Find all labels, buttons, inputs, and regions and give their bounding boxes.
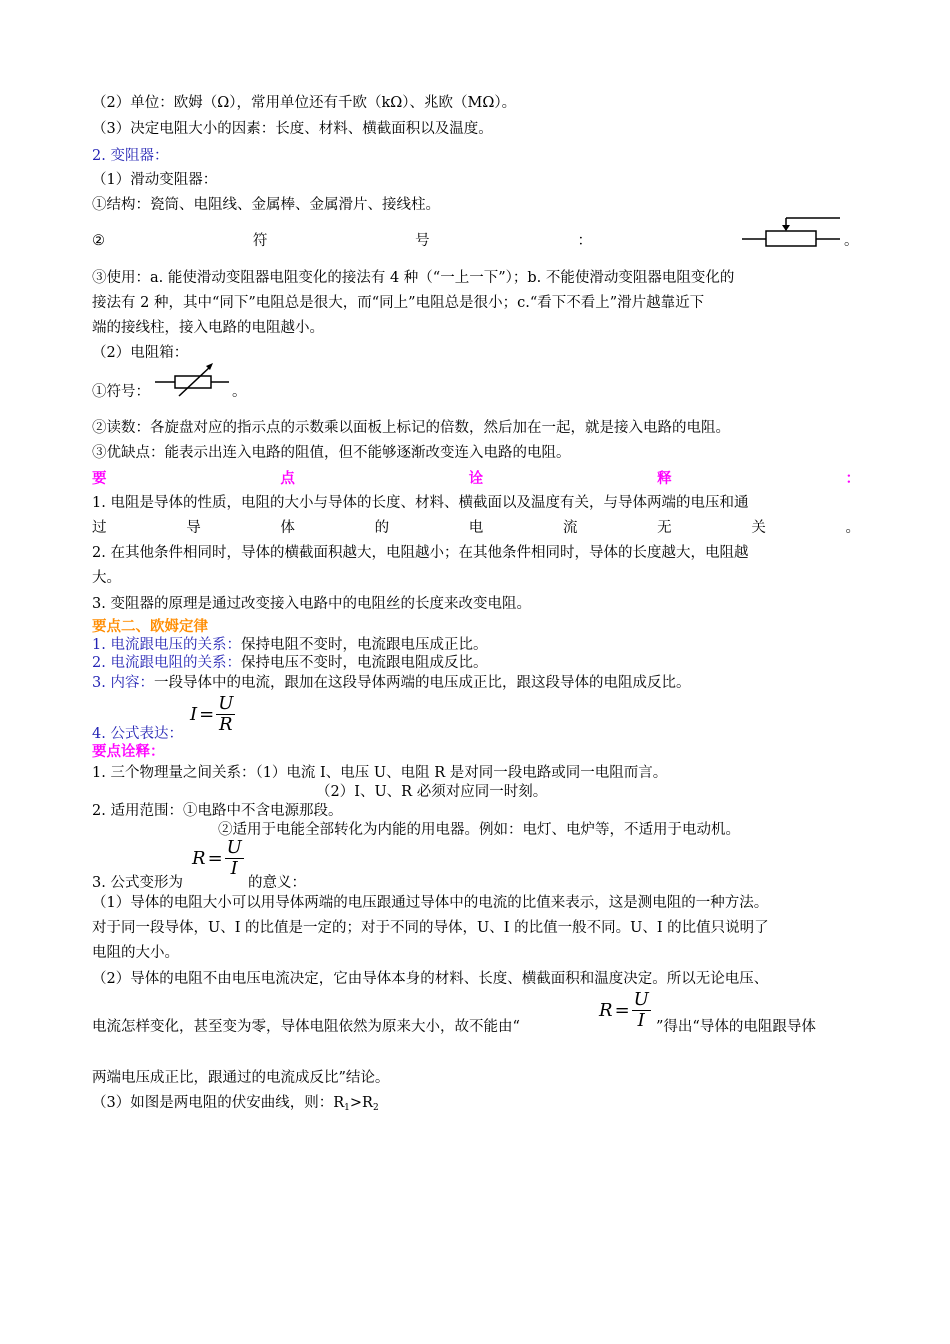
heading-char: 点 [280, 470, 295, 487]
word: 导 [186, 520, 201, 536]
formula-denominator: R [219, 714, 233, 735]
item-label: 3. 内容： [92, 675, 154, 691]
gt-r: >R [349, 1095, 373, 1111]
key-notes-heading [92, 469, 860, 489]
structure-line: ①结构：瓷筒、电阻线、金属棒、金属滑片、接线柱。 [92, 197, 440, 213]
subscript: 2 [372, 1103, 379, 1113]
formula-denominator: I [637, 1010, 645, 1031]
ohm-formula: I = $\frac{U}{R}$ [190, 693, 234, 735]
variant-formula: R = $\frac{U}{I}$ [192, 837, 242, 879]
item-text: 保持电压不变时，电流跟电阻成反比。 [240, 655, 488, 671]
formula-denominator: I [230, 858, 238, 879]
word: 关 [751, 520, 766, 536]
meaning-1-line-2: 对于同一段导体，U、I 的比值是一定的；对于不同的导体，U、I 的比值一般不同。U、I 的比值只说明了 [92, 920, 769, 936]
sliding-rheostat-symbol-icon [742, 215, 842, 249]
formula-lhs: R [192, 848, 206, 869]
box-symbol-end: 。 [232, 384, 247, 400]
box-reading-line: ②读数：各旋盘对应的指示点的示数乘以面板上标记的倍数，然后加在一起，就是接入电路的电阻。 [92, 420, 730, 436]
formula-numerator: U [633, 989, 649, 1010]
symbol-char: ② [92, 233, 105, 249]
factors-line: （3）决定电阻大小的因素：长度、材料、横截面积以及温度。 [92, 121, 493, 137]
word: 电 [468, 520, 484, 536]
word: 体 [280, 520, 295, 536]
word: 无 [657, 520, 672, 536]
heading-char: 诠 [468, 470, 484, 487]
subscript: 1 [344, 1103, 350, 1113]
note-2-line-2: 大。 [92, 570, 121, 586]
resistance-box-title: （2）电阻箱： [92, 345, 189, 361]
box-symbol-label: ①符号： [92, 384, 150, 400]
ohm-item-4-label: 4. 公式表达： [92, 726, 183, 742]
note-3: 3. 变阻器的原理是通过改变接入电路中的电阻丝的长度来改变电阻。 [92, 596, 531, 612]
unit-line: （2）单位：欧姆（Ω），常用单位还有千欧（kΩ）、兆欧（MΩ）。 [92, 95, 517, 111]
ohm-law-heading: 要点二、欧姆定律 [92, 618, 208, 635]
formula-lhs: R [599, 1000, 613, 1021]
heading-char: ： [845, 470, 860, 487]
rheostat-heading: 2. 变阻器： [92, 148, 169, 164]
meaning-2-line-3: 两端电压成正比，跟通过的电流成反比”结论。 [92, 1070, 390, 1086]
word: 。 [845, 520, 860, 536]
inline-formula: R = $\frac{U}{I}$ [599, 989, 649, 1031]
variant-prefix: 3. 公式变形为 [92, 875, 183, 891]
word: 流 [562, 520, 578, 536]
item-label: 2. 电流跟电阻的关系： [92, 655, 241, 671]
word: 过 [92, 520, 107, 536]
symbol-char: 号 [415, 233, 430, 249]
meaning-2-line-2a: 电流怎样变化，甚至变为零，导体电阻依然为原来大小，故不能由“ [92, 1019, 520, 1035]
ohm-item-2 [92, 653, 487, 673]
meaning-1-line-1: （1）导体的电阻大小可以用导体两端的电压跟通过导体中的电流的比值来表示，这是测电阻的一种方法。 [92, 895, 769, 911]
scope-line-2: ②适用于电能全部转化为内能的用电器。例如：电灯、电炉等，不适用于电动机。 [218, 822, 740, 838]
heading-char: 释 [657, 470, 672, 487]
scope-line-1: 2. 适用范围：①电路中不含电源那段。 [92, 803, 343, 819]
note-1-line-2 [92, 518, 860, 538]
word: 的 [374, 520, 390, 536]
meaning-2-line-2b: ”得出“导体的电阻跟导体 [656, 1019, 816, 1035]
ohm-item-3 [92, 673, 690, 693]
formula-numerator: U [218, 693, 234, 714]
note-1-line-1: 1. 电阻是导体的性质，电阻的大小与导体的长度、材料、横截面以及温度有关，与导体两端的电压和通 [92, 495, 749, 511]
box-pros-line: ③优缺点：能表示出连入电路的阻值，但不能够逐渐改变连入电路的电阻。 [92, 445, 571, 461]
item-label: 1. 电流跟电压的关系： [92, 637, 241, 653]
resistance-box-symbol-icon [155, 361, 231, 401]
formula-numerator: U [226, 837, 242, 858]
symbol-char: ： [577, 233, 592, 249]
symbol-line [92, 231, 592, 251]
item-text: 一段导体中的电流，跟加在这段导体两端的电压成正比，跟这段导体的电阻成反比。 [153, 675, 691, 691]
relation-line-2: （2）I、U、R 必须对应同一时刻。 [316, 784, 548, 800]
usage-line-1: ③使用：a. 能使滑动变阻器电阻变化的接法有 4 种（“一上一下”）；b. 不能使滑动变阻器电阻变化的 [92, 270, 735, 286]
variant-suffix: 的意义： [248, 875, 306, 891]
meaning-3-text: （3）如图是两电阻的伏安曲线，则：R [92, 1095, 345, 1111]
usage-line-2: 接法有 2 种，其中“同下”电阻总是很大，而“同上”电阻总是很小；c.“看下不看上”滑片越靠近下 [92, 295, 705, 311]
usage-line-3: 端的接线柱，接入电路的电阻越小。 [92, 320, 324, 336]
item-text: 保持电阻不变时，电流跟电压成正比。 [240, 637, 488, 653]
symbol-end: 。 [844, 233, 859, 249]
heading-char: 要 [92, 470, 107, 487]
relation-line-1: 1. 三个物理量之间关系：（1）电流 I、电压 U、电阻 R 是对同一段电路或同一电阻而言。 [92, 765, 668, 781]
ohm-item-1 [92, 635, 487, 655]
note-2-line-1: 2. 在其他条件相同时，导体的横截面积越大，电阻越小；在其他条件相同时，导体的长度越大，电阻越 [92, 545, 749, 561]
meaning-2-line-1: （2）导体的电阻不由电压电流决定，它由导体本身的材料、长度、横截面积和温度决定。所以无论电压、 [92, 971, 769, 987]
meaning-1-line-3: 电阻的大小。 [92, 945, 179, 961]
slide-rheostat-title: （1）滑动变阻器： [92, 172, 218, 188]
meaning-3 [92, 1093, 379, 1118]
symbol-char: 符 [252, 233, 268, 249]
formula-lhs: I [190, 704, 198, 725]
key-notes-2-heading: 要点诠释： [92, 743, 165, 760]
